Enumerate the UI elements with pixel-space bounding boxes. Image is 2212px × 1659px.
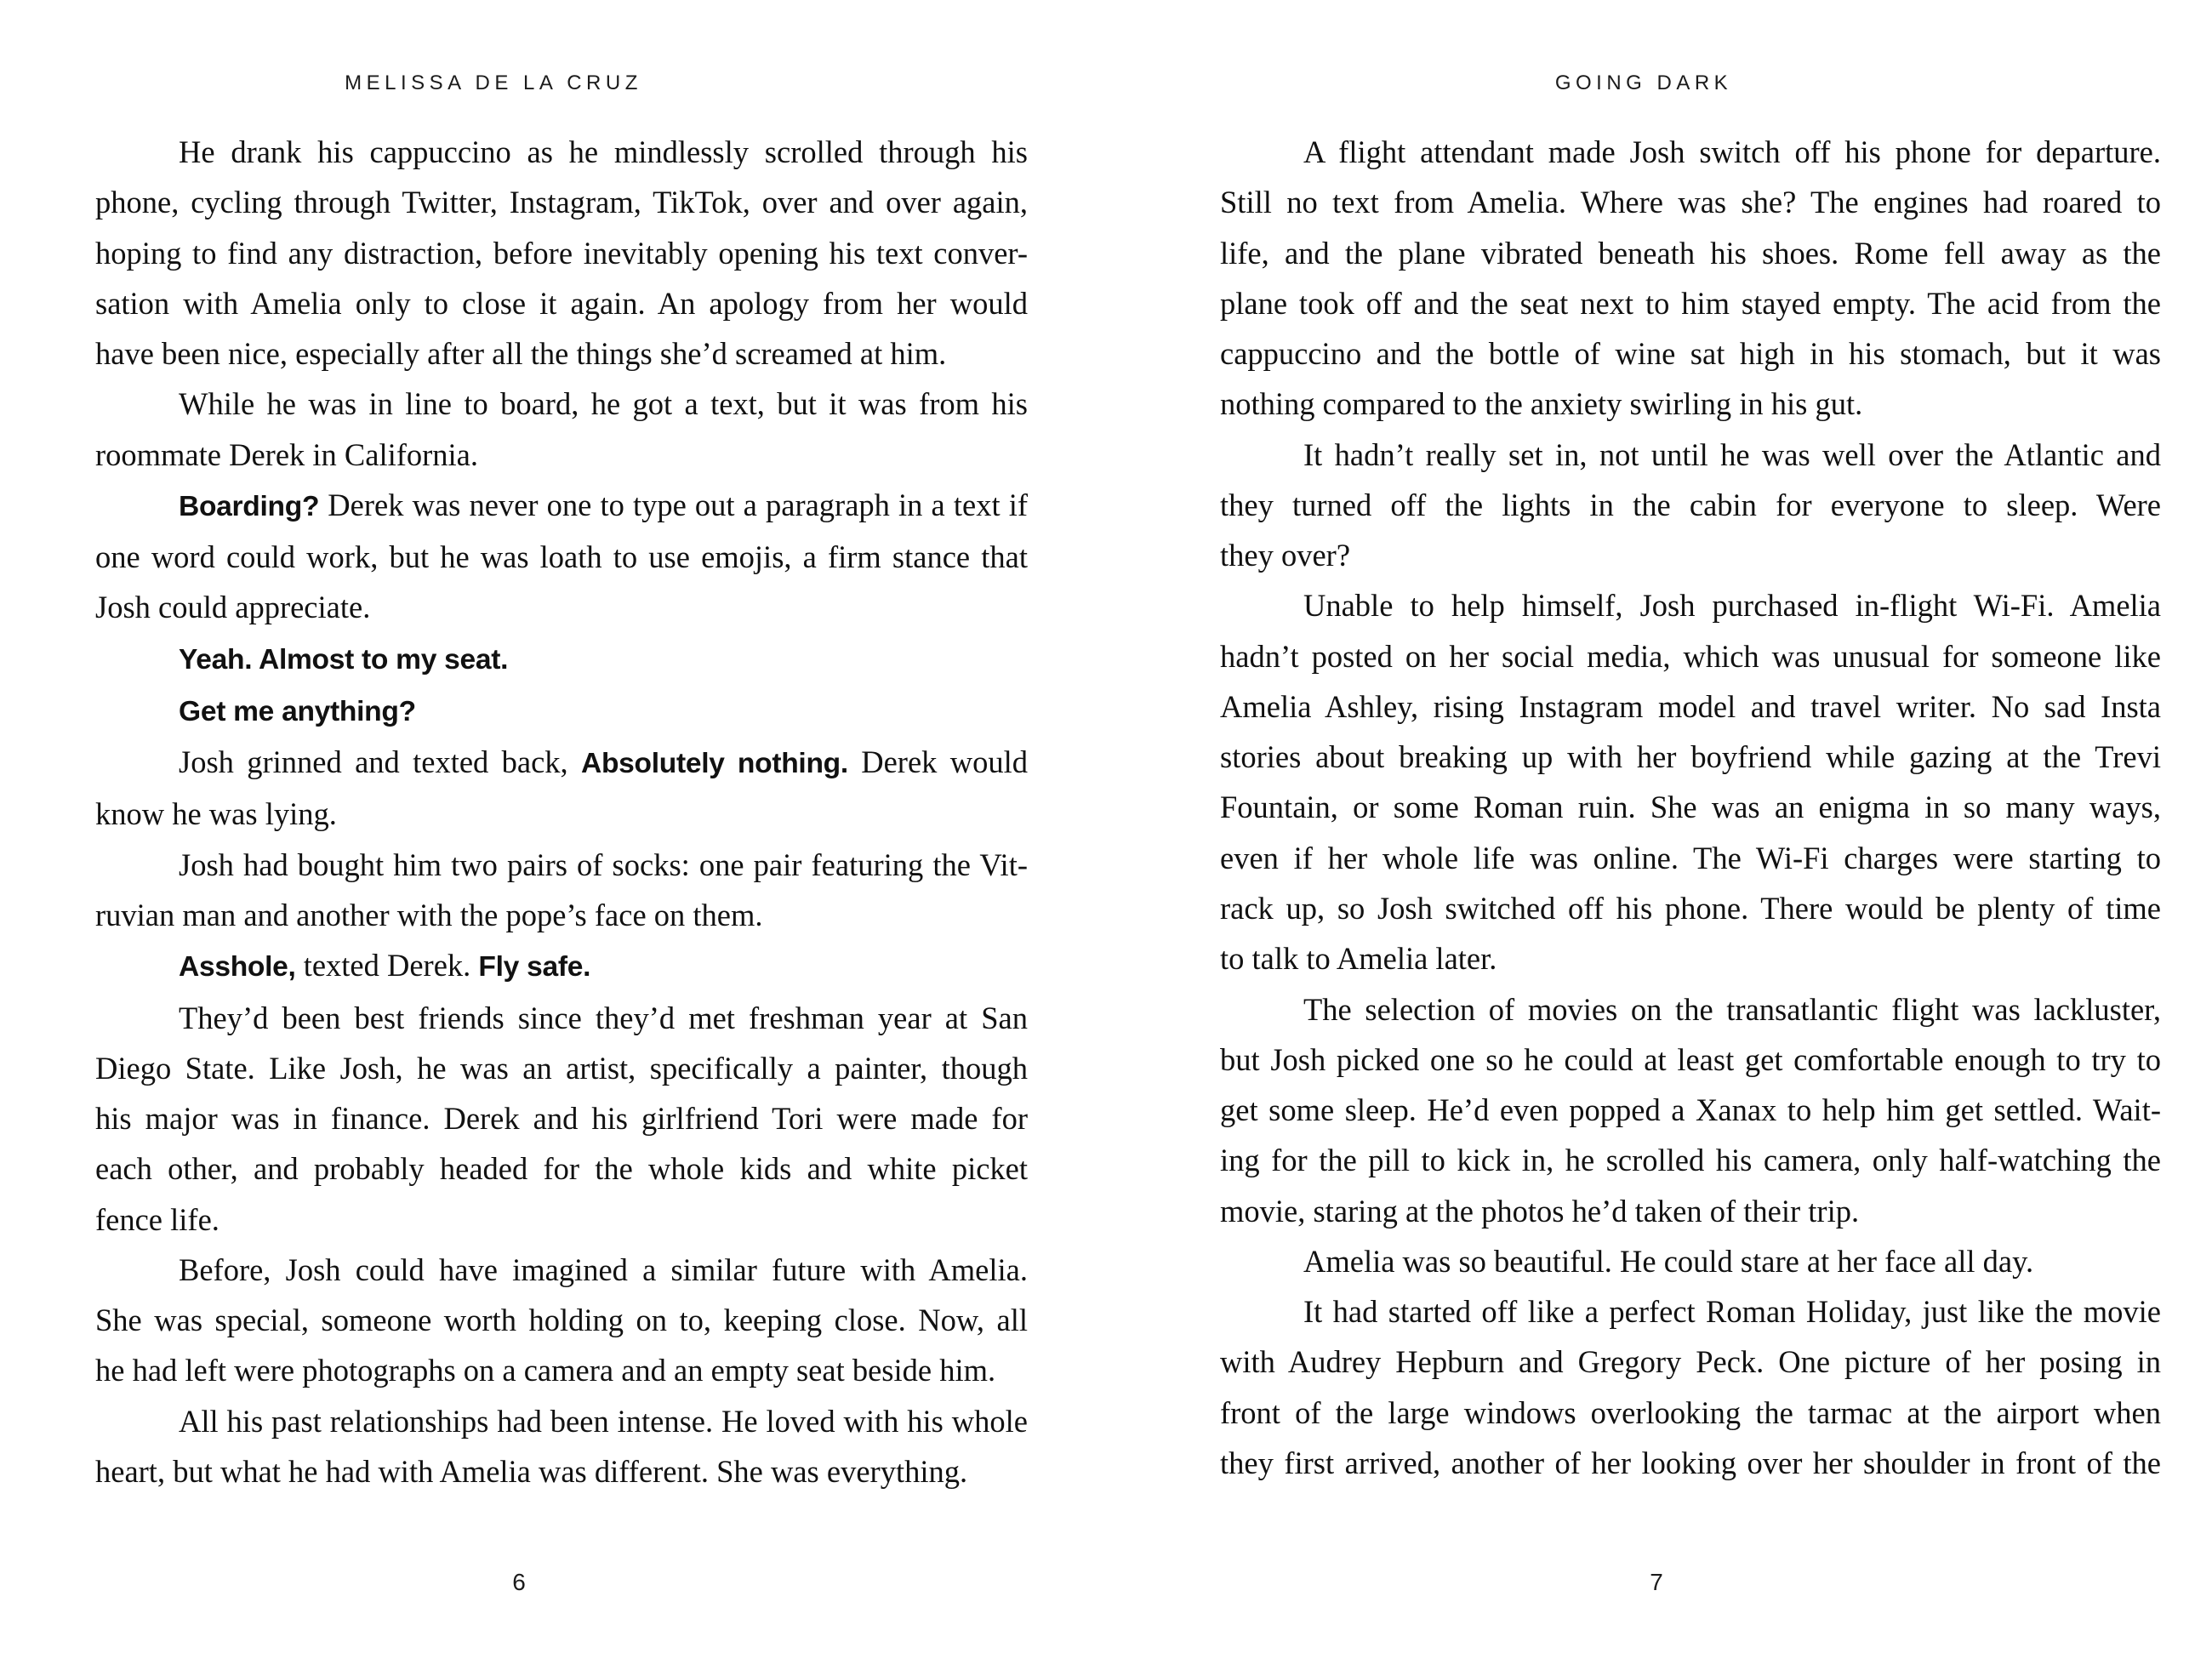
body-text-segment: even if her whole life was online. The Wi-Fi charges were starting to <box>1220 840 2161 875</box>
text-line <box>1220 933 2161 983</box>
body-text-segment: heart, but what he had with Amelia was different. She was everything. <box>95 1453 968 1489</box>
text-line <box>95 890 1028 940</box>
text-line <box>1220 1085 2161 1135</box>
body-text-segment: They’d been best friends since they’d met freshman year at San <box>179 1000 1028 1035</box>
text-line <box>95 177 1028 227</box>
text-line <box>95 127 1028 177</box>
running-head-book-title: GOING DARK <box>1554 71 1733 94</box>
text-line <box>95 633 1028 685</box>
body-text-segment: Derek would <box>847 744 1028 780</box>
text-line <box>1220 1035 2161 1085</box>
message-text-segment: Absolutely nothing. <box>581 748 848 780</box>
body-text-segment: ruvian man and another with the pope’s face on them. <box>95 897 763 932</box>
text-line <box>95 1143 1028 1194</box>
running-head-author: MELISSA DE LA CRUZ <box>345 71 642 94</box>
body-text-segment: Fountain, or some Roman ruin. She was an enigma in so many ways, <box>1220 790 2161 825</box>
body-text-segment: fence life. <box>95 1201 219 1237</box>
body-text-segment: texted Derek. <box>295 948 479 983</box>
text-line <box>95 1396 1028 1446</box>
message-text-segment: Yeah. Almost to my seat. <box>179 643 509 676</box>
text-line <box>1220 1337 2161 1387</box>
body-text-segment: life, and the plane vibrated beneath his shoes. Rome fell away as the <box>1220 235 2161 271</box>
text-line <box>95 278 1028 328</box>
body-text-segment: All his past relationships had been intense. He loved with his whole <box>179 1403 1028 1439</box>
text-line <box>95 1295 1028 1345</box>
body-text-segment: rack up, so Josh switched off his phone. There would be plenty of time <box>1220 890 2161 926</box>
body-text-segment: each other, and probably headed for the whole kids and white picket <box>95 1151 1028 1187</box>
text-line <box>1220 379 2161 429</box>
message-text-segment: Fly safe. <box>478 951 591 983</box>
body-text-segment: Josh could appreciate. <box>95 590 371 625</box>
text-line <box>1220 328 2161 379</box>
text-line <box>1220 1438 2161 1488</box>
body-text-segment: with Audrey Hepburn and Gregory Peck. One picture of her posing in <box>1220 1344 2161 1380</box>
body-text-segment: Josh grinned and texted back, <box>179 744 582 780</box>
body-text-segment: hoping to find any distraction, before inevitably opening his text conver- <box>95 235 1028 271</box>
body-text-segment: ing for the pill to kick in, he scrolled his camera, only half-watching the <box>1220 1143 2161 1178</box>
body-text-segment: they turned off the lights in the cabin for everyone to sleep. Were <box>1220 487 2161 522</box>
body-text-segment: front of the large windows overlooking the tarmac at the airport when <box>1220 1394 2161 1430</box>
body-text-segment: hadn’t posted on her social media, which was unusual for someone like <box>1220 638 2161 674</box>
text-line <box>95 789 1028 839</box>
text-line <box>1220 833 2161 883</box>
body-text-segment: While he was in line to board, he got a text, but it was from his <box>179 386 1028 422</box>
text-line <box>95 430 1028 480</box>
text-line <box>95 532 1028 582</box>
text-line <box>95 993 1028 1043</box>
body-text-segment: It had started off like a perfect Roman Holiday, just like the movie <box>1303 1294 2161 1330</box>
text-line <box>1220 580 2161 630</box>
text-line <box>95 737 1028 789</box>
text-line <box>95 1245 1028 1295</box>
body-text-segment: cappuccino and the bottle of wine sat high in his stomach, but it was <box>1220 336 2161 372</box>
message-text-segment: Get me anything? <box>179 695 416 727</box>
text-line <box>1220 278 2161 328</box>
message-text-segment: Boarding? <box>179 490 320 522</box>
body-text-segment: one word could work, but he was loath to use emojis, a firm stance that <box>95 539 1028 575</box>
body-text-segment: Amelia was so beautiful. He could stare at her face all day. <box>1303 1243 2034 1279</box>
text-line <box>1220 1286 2161 1337</box>
body-text-segment: A flight attendant made Josh switch off his phone for departure. <box>1303 134 2161 169</box>
page-number: 7 <box>1650 1569 1663 1595</box>
body-text-segment: they first arrived, another of her looking over her shoulder in front of the <box>1220 1445 2161 1480</box>
text-line <box>1220 127 2161 177</box>
text-line <box>95 480 1028 532</box>
text-line <box>1220 430 2161 480</box>
text-line <box>95 1093 1028 1143</box>
text-line <box>1220 480 2161 530</box>
body-text-segment: stories about breaking up with her boyfriend while gazing at the Trevi <box>1220 739 2161 775</box>
body-text-segment: they over? <box>1220 538 1351 573</box>
text-line <box>1220 1186 2161 1236</box>
body-text-segment: Unable to help himself, Josh purchased in-flight Wi-Fi. Amelia <box>1303 588 2161 624</box>
text-line <box>1220 1388 2161 1438</box>
text-line <box>1220 631 2161 681</box>
text-line <box>95 1446 1028 1497</box>
body-text-segment: roommate Derek in California. <box>95 436 479 472</box>
body-text-segment: She was special, someone worth holding on to, keeping close. Now, all <box>95 1303 1028 1338</box>
text-line <box>95 1345 1028 1395</box>
body-text-segment: Josh had bought him two pairs of socks: one pair featuring the Vit- <box>179 847 1028 882</box>
text-line <box>95 1194 1028 1245</box>
body-text-segment: movie, staring at the photos he’d taken of their trip. <box>1220 1193 1860 1229</box>
text-line <box>95 328 1028 379</box>
text-line <box>1220 228 2161 278</box>
text-line <box>1220 984 2161 1035</box>
page-number: 6 <box>512 1569 526 1595</box>
text-line <box>95 1043 1028 1093</box>
text-line <box>1220 1236 2161 1286</box>
text-line <box>95 840 1028 890</box>
text-line <box>95 940 1028 992</box>
page-left <box>95 0 1028 1659</box>
body-text-segment: have been nice, especially after all the things she’d screamed at him. <box>95 336 947 372</box>
text-line <box>1220 530 2161 580</box>
body-text-segment: Derek was never one to type out a paragraph in a text if <box>319 487 1028 522</box>
body-text-segment: he had left were photographs on a camera and an empty seat beside him. <box>95 1353 996 1388</box>
page-right <box>1220 0 2161 1659</box>
body-text-segment: Still no text from Amelia. Where was she? The engines had roared to <box>1220 185 2161 220</box>
body-text-segment: know he was lying. <box>95 796 337 832</box>
body-text-segment: He drank his cappuccino as he mindlessly scrolled through his <box>179 134 1028 169</box>
body-text-segment: phone, cycling through Twitter, Instagram, TikTok, over and over again, <box>95 185 1028 220</box>
text-line <box>95 228 1028 278</box>
body-text-segment: get some sleep. He’d even popped a Xanax to help him get settled. Wait- <box>1220 1092 2161 1128</box>
body-text-segment: sation with Amelia only to close it again. An apology from her would <box>95 285 1028 321</box>
body-text-left <box>95 127 1028 1497</box>
body-text-segment: nothing compared to the anxiety swirling in his gut. <box>1220 386 1863 422</box>
text-line <box>95 685 1028 737</box>
text-line <box>1220 883 2161 933</box>
body-text-segment: Amelia Ashley, rising Instagram model and travel writer. No sad Insta <box>1220 688 2161 724</box>
body-text-segment: Diego State. Like Josh, he was an artist, specifically a painter, though <box>95 1050 1028 1086</box>
text-line <box>1220 177 2161 227</box>
body-text-segment: The selection of movies on the transatlantic flight was lackluster, <box>1303 991 2161 1027</box>
text-line <box>1220 732 2161 782</box>
body-text-segment: but Josh picked one so he could at least get comfortable enough to try to <box>1220 1041 2161 1077</box>
body-text-segment: plane took off and the seat next to him stayed empty. The acid from the <box>1220 285 2161 321</box>
body-text-segment: Before, Josh could have imagined a similar future with Amelia. <box>179 1251 1028 1287</box>
body-text-segment: his major was in finance. Derek and his girlfriend Tori were made for <box>95 1101 1028 1137</box>
text-line <box>1220 782 2161 832</box>
body-text-right <box>1220 127 2161 1488</box>
text-line <box>1220 1135 2161 1185</box>
message-text-segment: Asshole, <box>179 951 296 983</box>
text-line <box>95 379 1028 429</box>
text-line <box>95 582 1028 632</box>
body-text-segment: It hadn’t really set in, not until he was well over the Atlantic and <box>1303 436 2161 472</box>
text-line <box>1220 681 2161 732</box>
body-text-segment: to talk to Amelia later. <box>1220 941 1497 977</box>
